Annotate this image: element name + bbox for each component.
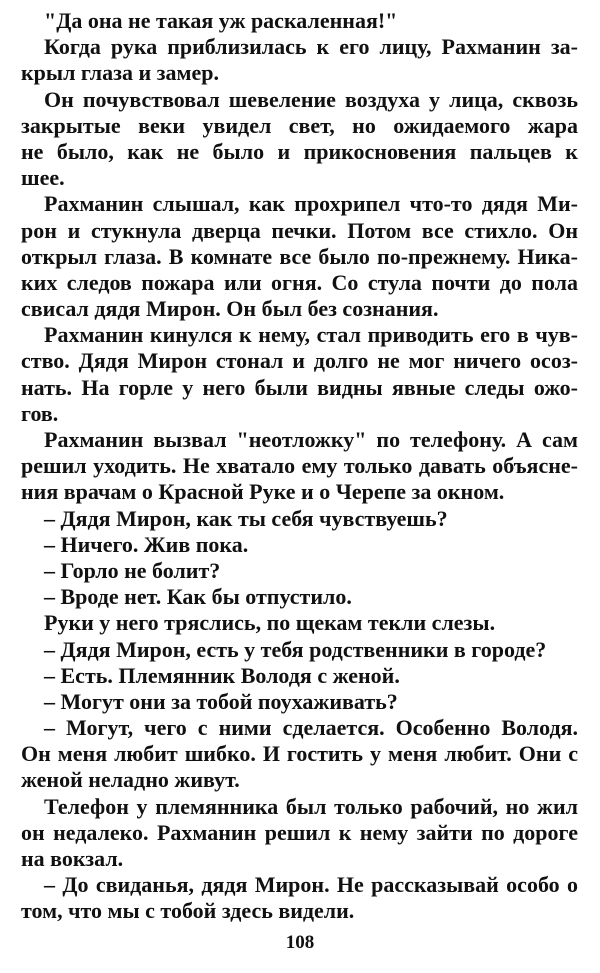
- text-line: – До свиданья, дядя Мирон. Не рассказывай особо о: [44, 872, 578, 898]
- text-line: крыл глаза и замер.: [21, 60, 219, 86]
- text-line: Когда рука приблизилась к его лицу, Рахманин за-: [44, 34, 578, 60]
- text-line: не было, как не было и прикосновения пальцев к: [21, 138, 578, 164]
- text-line: Он меня любит шибко. И гостить у меня любит. Они с: [21, 741, 578, 767]
- text-line: – Могут они за тобой поухаживать?: [44, 688, 398, 714]
- text-line: на вокзал.: [21, 846, 124, 871]
- text-line: – Дядя Мирон, есть у тебя родственники в городе?: [44, 636, 547, 662]
- body-text: [21, 8, 578, 925]
- text-line: нать. На горле у него были видны явные следы ожо-: [21, 374, 578, 400]
- text-line: он недалеко. Рахманин решил к нему зайти по дороге: [21, 819, 578, 845]
- text-line: – Горло не болит?: [44, 557, 221, 583]
- text-line: – Ничего. Жив пока.: [44, 531, 249, 557]
- text-line: закрытые веки увидел свет, но ожидаемого жара: [21, 112, 578, 138]
- text-line: – Вроде нет. Как бы отпустило.: [44, 584, 352, 610]
- text-line: шее.: [21, 165, 65, 191]
- text-line: ния врачам о Красной Руке и о Черепе за окном.: [21, 479, 505, 505]
- text-line: – Могут, чего с ними сделается. Особенно Володя.: [44, 715, 578, 741]
- text-line: рон и стукнула дверца печки. Потом все стихло. Он: [21, 217, 578, 243]
- text-line: открыл глаза. В комнате все было по-прежнему. Ника-: [21, 243, 578, 269]
- text-line: – Дядя Мирон, как ты себя чувствуешь?: [44, 505, 448, 531]
- text-line: Рахманин кинулся к нему, стал приводить его в чув-: [44, 322, 578, 348]
- text-line: "Да она не такая уж раскаленная!": [44, 8, 398, 33]
- text-line: Он почувствовал шевеление воздуха у лица, сквозь: [44, 86, 578, 112]
- text-line: решил уходить. Не хватало ему только давать объясне-: [21, 453, 578, 479]
- text-line: Руки у него тряслись, по щекам текли слезы.: [44, 610, 496, 636]
- text-line: Телефон у племянника был только рабочий, но жил: [44, 793, 578, 819]
- text-line: гов.: [21, 400, 59, 426]
- text-line: свисал дядя Мирон. Он был без сознания.: [21, 296, 439, 322]
- text-line: ких следов пожара или огня. Со стула почти до пола: [21, 269, 578, 295]
- text-line: Рахманин вызвал "неотложку" по телефону. А сам: [44, 427, 578, 452]
- text-line: ство. Дядя Мирон стонал и долго не мог ничего осоз-: [21, 348, 578, 374]
- text-line: том, что мы с тобой здесь видели.: [21, 898, 355, 924]
- page-number: 108: [285, 932, 315, 953]
- text-line: женой неладно живут.: [21, 767, 240, 793]
- text-line: Рахманин слышал, как прохрипел что-то дядя Ми-: [44, 191, 578, 217]
- text-line: – Есть. Племянник Володя с женой.: [44, 662, 400, 688]
